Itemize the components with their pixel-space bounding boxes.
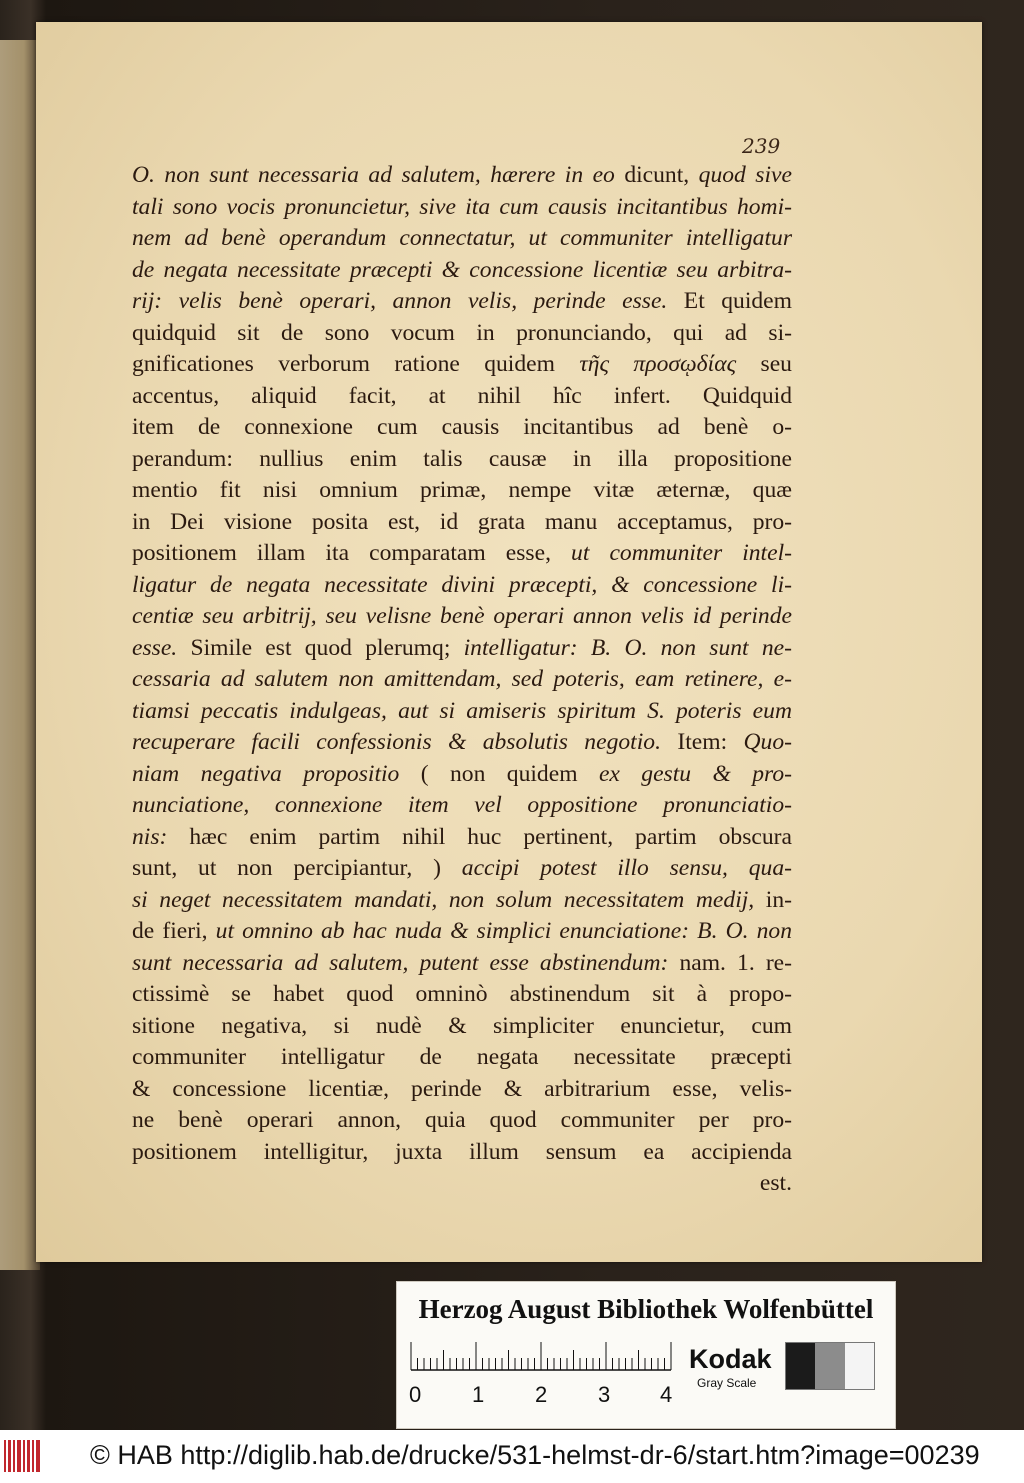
text-line [132,885,792,917]
text-segment: hæc enim partim nihil huc pertinent, partim obscura [189,823,792,850]
text-segment: τῆς προσῳδίας [579,351,737,377]
text-line [132,696,792,728]
text-line [132,853,792,885]
text-segment: ligatur de negata necessitate divini præcepti, & concessione li- [132,571,792,598]
text-segment: si neget necessitatem mandati, non solum necessitatem medij, [132,886,766,913]
text-segment: sunt necessaria ad salutem, putent esse abstinendum: [132,949,680,976]
text-segment: centiæ seu arbitrij, seu velisne benè operari annon velis id perinde [132,603,792,629]
text-line [132,381,792,413]
text-segment: & concessione licentiæ, perinde & arbitrarium esse, velis- [132,1075,792,1102]
text-line [132,286,792,318]
ruler-scale [407,1340,675,1372]
text-segment: item de connexione cum causis incitantibus ad benè o- [132,414,792,440]
text-line [132,538,792,570]
text-segment: dicunt, [624,162,699,188]
text-line [132,727,792,759]
text-segment: positionem intelligitur, juxta illum sensum ea accipienda [132,1138,792,1165]
text-segment: nis: [132,823,190,850]
text-segment: quod sive [698,162,792,188]
text-line [132,759,792,791]
text-segment: Simile est quod plerumq; [190,634,464,661]
footer-bar [0,1430,1024,1483]
text-segment: seu [736,351,792,377]
text-line [132,160,792,192]
text-segment: ne benè operari annon, quia quod communiter per pro- [132,1107,792,1133]
text-segment: accentus, aliquid facit, at nihil hîc infert. Quidquid [132,382,792,409]
gray-scale-patches [785,1342,875,1390]
text-line [132,790,792,822]
text-segment: in Dei visione posita est, id grata manu acceptamus, pro- [132,508,792,535]
page-number: 239 [742,134,781,158]
text-line [132,192,792,224]
text-segment: mentio fit nisi omnium primæ, nempe vitæ æternæ, quæ [132,477,792,503]
page-text [132,160,792,1200]
text-segment: in- [765,886,792,913]
text-segment: gnificationes verborum ratione quidem [132,351,580,377]
text-line [132,255,792,287]
ruler-number: 2 [535,1382,548,1407]
text-segment: nem ad benè operandum connectatur, ut communiter intelligatur [132,225,792,251]
ruler-number: 0 [409,1382,422,1407]
text-segment: tali sono vocis pronuncietur, sive ita cum causis incitantibus homi- [132,193,792,220]
text-line [132,1168,792,1200]
previous-page-edge [0,40,40,1270]
text-line [132,822,792,854]
text-segment: intelligatur: B. O. non sunt ne- [463,634,792,661]
text-line [132,570,792,602]
text-segment: O. non sunt necessaria ad salutem, hærere in eo [132,162,625,188]
gray-patch-white [845,1343,874,1389]
text-line [132,916,792,948]
text-segment: ex gestu & pro- [598,760,792,787]
text-segment: ut communiter intel- [571,540,792,566]
text-segment: de negata necessitate præcepti & concessione licentiæ seu arbitra- [132,256,792,283]
text-segment: ctissimè se habet quod omninò abstinendum sit à propo- [132,981,792,1007]
text-segment: ( non quidem [420,760,599,787]
text-line [132,948,792,980]
text-line [132,664,792,696]
text-segment: Et quidem [683,288,793,314]
text-line [132,412,792,444]
text-line [132,633,792,665]
text-line [132,1137,792,1169]
ruler-number: 1 [472,1382,485,1407]
text-line [132,444,792,476]
text-line [132,475,792,507]
text-line [132,1074,792,1106]
kodak-logo: Kodak [689,1344,772,1374]
text-segment: est. [759,1170,792,1196]
text-segment: ut omnino ab hac nuda & simplici enunciatione: B. O. non [215,918,792,944]
text-line [132,507,792,539]
gray-scale-label: Gray Scale [697,1376,757,1390]
text-line [132,223,792,255]
text-segment: nam. 1. re- [679,949,793,976]
text-segment: rij: velis benè operari, annon velis, perinde esse. [132,288,684,314]
text-segment: perandum: nullius enim talis causæ in illa propositione [132,445,792,472]
ruler-number: 4 [660,1382,673,1407]
text-line [132,601,792,633]
text-line [132,979,792,1011]
text-segment: sunt, ut non percipiantur, ) [132,855,462,881]
barcode-icon [4,1438,44,1474]
text-line [132,1105,792,1137]
text-line [132,1011,792,1043]
library-label-card [396,1281,896,1429]
text-line [132,349,792,381]
footer-url: © HAB http://diglib.hab.de/drucke/531-helmst-dr-6/start.htm?image=00239 [90,1440,980,1470]
text-segment: nunciatione, connexione item vel oppositione pronunciatio- [132,792,792,818]
text-segment: communiter intelligatur de negata necessitate præcepti [132,1044,792,1070]
library-title: Herzog August Bibliothek Wolfenbüttel [418,1294,874,1324]
text-segment: de fieri, [132,918,216,944]
ruler-number: 3 [598,1382,611,1407]
text-line [132,318,792,350]
gray-patch-black [786,1343,815,1389]
text-segment: accipi potest illo sensu, qua- [461,855,792,881]
text-line [132,1042,792,1074]
text-segment: esse. [132,634,191,661]
text-segment: tiamsi peccatis indulgeas, aut si amiseris spiritum S. poteris eum [132,697,792,724]
text-segment: Item: [677,729,744,755]
text-segment: recuperare facili confessionis & absolutis negotio. [132,729,678,755]
text-segment: niam negativa propositio [132,760,421,787]
book-page [36,22,982,1262]
text-segment: Quo- [743,729,792,755]
text-segment: cessaria ad salutem non amittendam, sed poteris, eam retinere, e- [132,666,792,692]
text-segment: quidquid sit de sono vocum in pronunciando, qui ad si- [132,319,792,346]
text-segment: sitione negativa, si nudè & simpliciter enuncietur, cum [132,1012,792,1039]
text-segment: positionem illam ita comparatam esse, [132,540,572,566]
gray-patch-mid [815,1343,844,1389]
